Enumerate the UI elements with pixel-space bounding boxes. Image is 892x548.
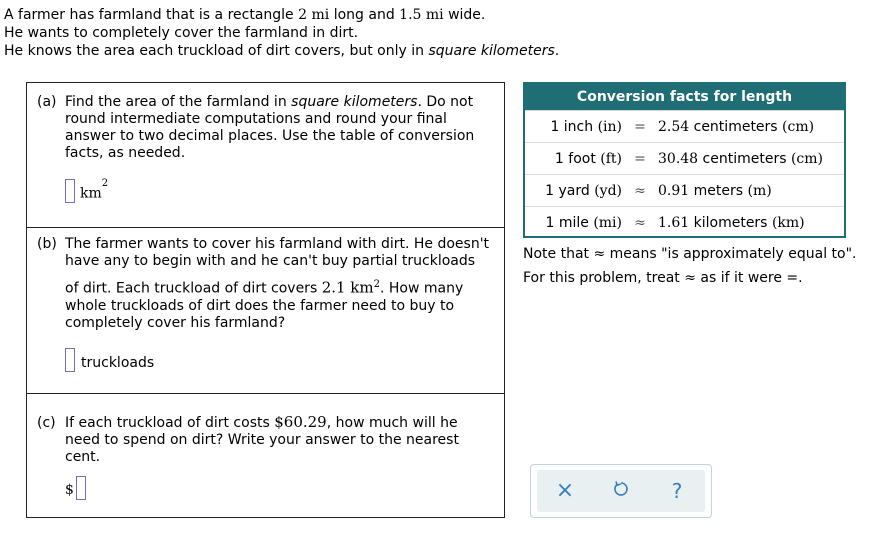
help-button[interactable] — [662, 476, 692, 506]
help-icon: ? — [671, 479, 683, 503]
part-b-text: (b) The farmer wants to cover his farmland with dirt. He doesn't have any to begin with and he can't buy partial truckloads of dirt. Each truckload of dirt covers 2.1 $km^2$. How many whole truckloads of dirt does the farmer need to buy to completely cover his farmland? — [37, 236, 490, 331]
question-box — [26, 82, 505, 518]
answer-toolbar-inner — [537, 470, 705, 512]
conversion-row: 1 foot (ft) = 30.48 centimeters (cm) — [525, 142, 844, 174]
conversion-row: 1 inch (in) = 2.54 centimeters (cm) — [525, 110, 844, 142]
undo-button[interactable] — [606, 476, 636, 506]
part-c-answer-row — [65, 476, 86, 500]
note-treat-equal: For this problem, treat ≈ as if it were =. — [523, 270, 803, 286]
clear-button[interactable] — [550, 476, 580, 506]
conversion-row: 1 mile (mi) ≈ 1.61 kilometers (km) — [525, 206, 844, 238]
intro-line-3: He knows the area each truckload of dirt covers, but only in square kilometers. — [4, 43, 560, 59]
part-a-answer-input[interactable] — [65, 179, 75, 203]
intro-line-1: A farmer has farmland that is a rectangle 2 mi long and 1.5 mi wide. — [4, 7, 486, 23]
conversion-table — [523, 82, 846, 238]
part-c-text: (c) If each truckload of dirt costs $60.29, how much will he need to spend on dirt? Write your answer to the nearest cent. — [37, 413, 459, 465]
part-b-unit: truckloads — [81, 355, 155, 371]
part-a-answer-row — [65, 179, 108, 203]
part-c — [27, 394, 504, 518]
conversion-row: 1 yard (yd) ≈ 0.91 meters (m) — [525, 174, 844, 206]
part-a-text: (a) Find the area of the farmland in square kilometers. Do not round intermediate computations and round your final answer to two decimal places. Use the table of conversion facts, as needed. — [37, 94, 475, 161]
part-a-unit: $km^2$ — [80, 178, 109, 202]
dollar-prefix: $ — [65, 482, 74, 498]
part-c-answer-input[interactable] — [76, 476, 86, 500]
intro-line-2: He wants to completely cover the farmland in dirt. — [4, 25, 359, 41]
conversion-notes — [523, 242, 856, 290]
part-b-answer-input[interactable] — [65, 348, 75, 372]
conversion-table-title: Conversion facts for length — [525, 84, 844, 110]
note-approx: Note that ≈ means "is approximately equal to". — [523, 246, 857, 262]
problem-intro — [4, 6, 559, 60]
part-a — [27, 83, 504, 228]
undo-icon — [612, 480, 630, 502]
answer-toolbar — [530, 464, 712, 518]
part-b-answer-row — [65, 348, 154, 372]
part-b — [27, 228, 504, 394]
close-icon: × — [555, 478, 575, 503]
